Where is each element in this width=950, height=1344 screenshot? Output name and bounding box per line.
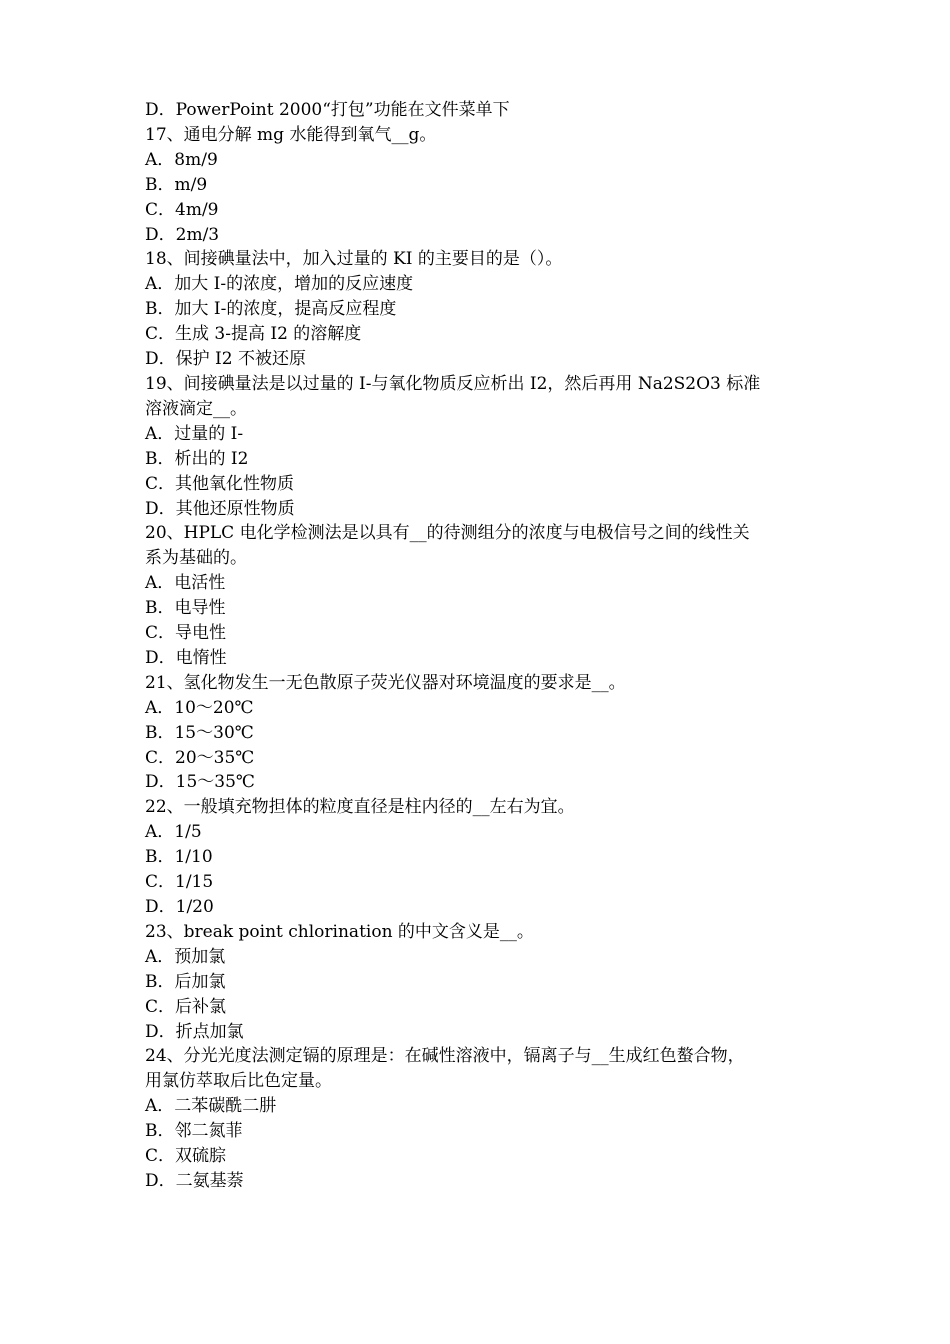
option-line: C．20～35℃ — [145, 747, 255, 768]
option-line: D．2m/3 — [145, 224, 220, 245]
option-line: C．其他氧化性物质 — [145, 473, 295, 494]
question-22: 22、一般填充物担体的粒度直径是柱内径的__左右为宜。 — [145, 797, 575, 818]
option-line: A．过量的 I- — [145, 423, 244, 444]
option-line: D．电惰性 — [145, 647, 227, 668]
option-line: B．m/9 — [145, 174, 208, 195]
question-19: 19、间接碘量法是以过量的 I-与氧化物质反应析出 I2，然后再用 Na2S2O3 标准 — [145, 373, 761, 394]
question-18: 18、间接碘量法中，加入过量的 KI 的主要目的是（）。 — [145, 249, 563, 270]
document-body — [145, 98, 810, 1194]
question-20-continued: 系为基础的。 — [145, 548, 247, 569]
option-line: A．加大 I-的浓度，增加的反应速度 — [145, 274, 414, 295]
option-line: B．邻二氮菲 — [145, 1121, 243, 1142]
question-23: 23、break point chlorination 的中文含义是__。 — [145, 921, 534, 942]
option-line: C．双硫腙 — [145, 1146, 227, 1167]
option-line: B．电导性 — [145, 598, 226, 619]
question-20: 20、HPLC 电化学检测法是以具有__的待测组分的浓度与电极信号之间的线性关 — [145, 523, 750, 544]
question-24-continued: 用氯仿萃取后比色定量。 — [145, 1071, 332, 1092]
option-line: D．折点加氯 — [145, 1021, 244, 1042]
option-line: A．1/5 — [145, 822, 202, 843]
option-line: B．后加氯 — [145, 971, 226, 992]
option-line: D．保护 I2 不被还原 — [145, 349, 306, 370]
option-line: C．1/15 — [145, 872, 214, 893]
option-line: A．8m/9 — [145, 149, 218, 170]
option-line: D．15～35℃ — [145, 772, 255, 793]
option-line: A．二苯碳酰二肼 — [145, 1096, 277, 1117]
question-24: 24、分光光度法测定镉的原理是：在碱性溶液中，镉离子与__生成红色螯合物， — [145, 1046, 745, 1067]
option-line: B．1/10 — [145, 847, 213, 868]
question-17: 17、通电分解 mg 水能得到氧气__g。 — [145, 124, 437, 145]
option-line: A．10～20℃ — [145, 697, 254, 718]
option-line: D．1/20 — [145, 897, 214, 917]
option-line: C．4m/9 — [145, 199, 219, 220]
option-line: C．后补氯 — [145, 996, 227, 1017]
option-line: C．导电性 — [145, 623, 227, 644]
option-line: B．析出的 I2 — [145, 448, 249, 469]
question-19-continued: 溶液滴定__。 — [145, 398, 247, 419]
option-line: A．电活性 — [145, 573, 226, 594]
option-line: D．其他还原性物质 — [145, 498, 295, 519]
option-line: A．预加氯 — [145, 946, 226, 967]
option-line: B．15～30℃ — [145, 722, 254, 743]
option-line: D．PowerPoint 2000“打包”功能在文件菜单下 — [145, 100, 510, 120]
option-line: C．生成 3-提高 I2 的溶解度 — [145, 324, 362, 345]
option-line: B．加大 I-的浓度，提高反应程度 — [145, 299, 397, 320]
option-line: D．二氨基萘 — [145, 1170, 244, 1191]
question-21: 21、氢化物发生一无色散原子荧光仪器对环境温度的要求是__。 — [145, 672, 626, 693]
